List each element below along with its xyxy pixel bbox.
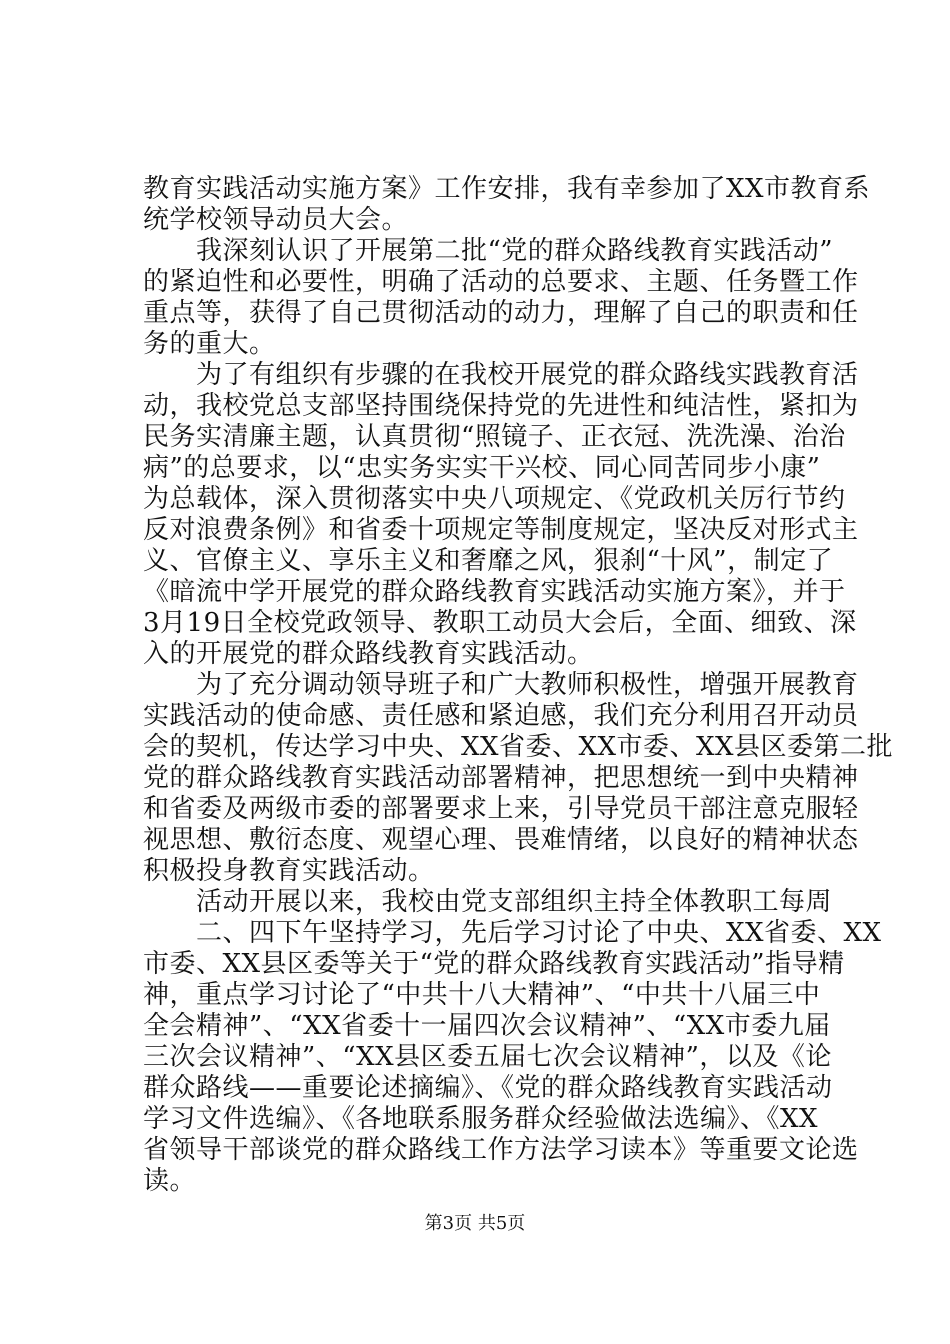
text-line: 教育实践活动实施方案》工作安排，我有幸参加了XX市教育系 <box>143 174 871 204</box>
text-line: 学习文件选编》、《各地联系服务群众经验做法选编》、《XX <box>143 1104 819 1134</box>
text-line: 动，我校党总支部坚持围绕保持党的先进性和纯洁性，紧扣为 <box>143 391 859 421</box>
text-line: 务的重大。 <box>143 329 276 359</box>
text-line: 的紧迫性和必要性，明确了活动的总要求、主题、任务暨工作 <box>143 267 859 297</box>
text-line: 我深刻认识了开展第二批“党的群众路线教育实践活动” <box>143 236 834 266</box>
text-line: 群众路线——重要论述摘编》、《党的群众路线教育实践活动 <box>143 1073 833 1103</box>
text-line: 三次会议精神”、“XX县区委五届七次会议精神”，以及《论 <box>143 1042 832 1072</box>
text-line: 和省委及两级市委的部署要求上来，引导党员干部注意克服轻 <box>143 794 859 824</box>
text-line: 二、四下午坚持学习，先后学习讨论了中央、XX省委、XX <box>143 918 882 948</box>
text-line: 3月19日全校党政领导、教职工动员大会后，全面、细致、深 <box>143 608 857 638</box>
text-line: 市委、XX县区委等关于“党的群众路线教育实践活动”指导精 <box>143 949 845 979</box>
text-line: 活动开展以来，我校由党支部组织主持全体教职工每周 <box>143 887 833 917</box>
text-line: 省领导干部谈党的群众路线工作方法学习读本》等重要文论选 <box>143 1135 859 1165</box>
text-line: 神，重点学习讨论了“中共十八大精神”、“中共十八届三中 <box>143 980 821 1010</box>
text-line: 民务实清廉主题，认真贯彻“照镜子、正衣冠、洗洗澡、治治 <box>143 422 846 452</box>
text-line: 入的开展党的群众路线教育实践活动。 <box>143 639 594 669</box>
text-line: 重点等，获得了自己贯彻活动的动力，理解了自己的职责和任 <box>143 298 859 328</box>
text-line: 反对浪费条例》和省委十项规定等制度规定，坚决反对形式主 <box>143 515 859 545</box>
text-line: 为了有组织有步骤的在我校开展党的群众路线实践教育活 <box>143 360 859 390</box>
text-line: 义、官僚主义、享乐主义和奢靡之风，狠刹“十风”，制定了 <box>143 546 834 576</box>
text-line: 《暗流中学开展党的群众路线教育实践活动实施方案》，并于 <box>143 577 846 607</box>
text-line: 全会精神”、“XX省委十一届四次会议精神”、“XX市委九届 <box>143 1011 831 1041</box>
text-line: 读。 <box>143 1166 197 1196</box>
text-line: 为总载体，深入贯彻落实中央八项规定、《党政机关厉行节约 <box>143 484 846 514</box>
text-line: 会的契机，传达学习中央、XX省委、XX市委、XX县区委第二批 <box>143 732 894 762</box>
text-line: 实践活动的使命感、责任感和紧迫感，我们充分利用召开动员 <box>143 701 859 731</box>
text-line: 积极投身教育实践活动。 <box>143 856 435 886</box>
text-line: 统学校领导动员大会。 <box>143 205 409 235</box>
text-line: 病”的总要求，以“忠实务实实干兴校、同心同苦同步小康” <box>143 453 821 483</box>
page-number-footer: 第3页 共5页 <box>424 1213 526 1234</box>
text-line: 党的群众路线教育实践活动部署精神，把思想统一到中央精神 <box>143 763 859 793</box>
text-line: 为了充分调动领导班子和广大教师积极性，增强开展教育 <box>143 670 859 700</box>
text-line: 视思想、敷衍态度、观望心理、畏难情绪，以良好的精神状态 <box>143 825 859 855</box>
